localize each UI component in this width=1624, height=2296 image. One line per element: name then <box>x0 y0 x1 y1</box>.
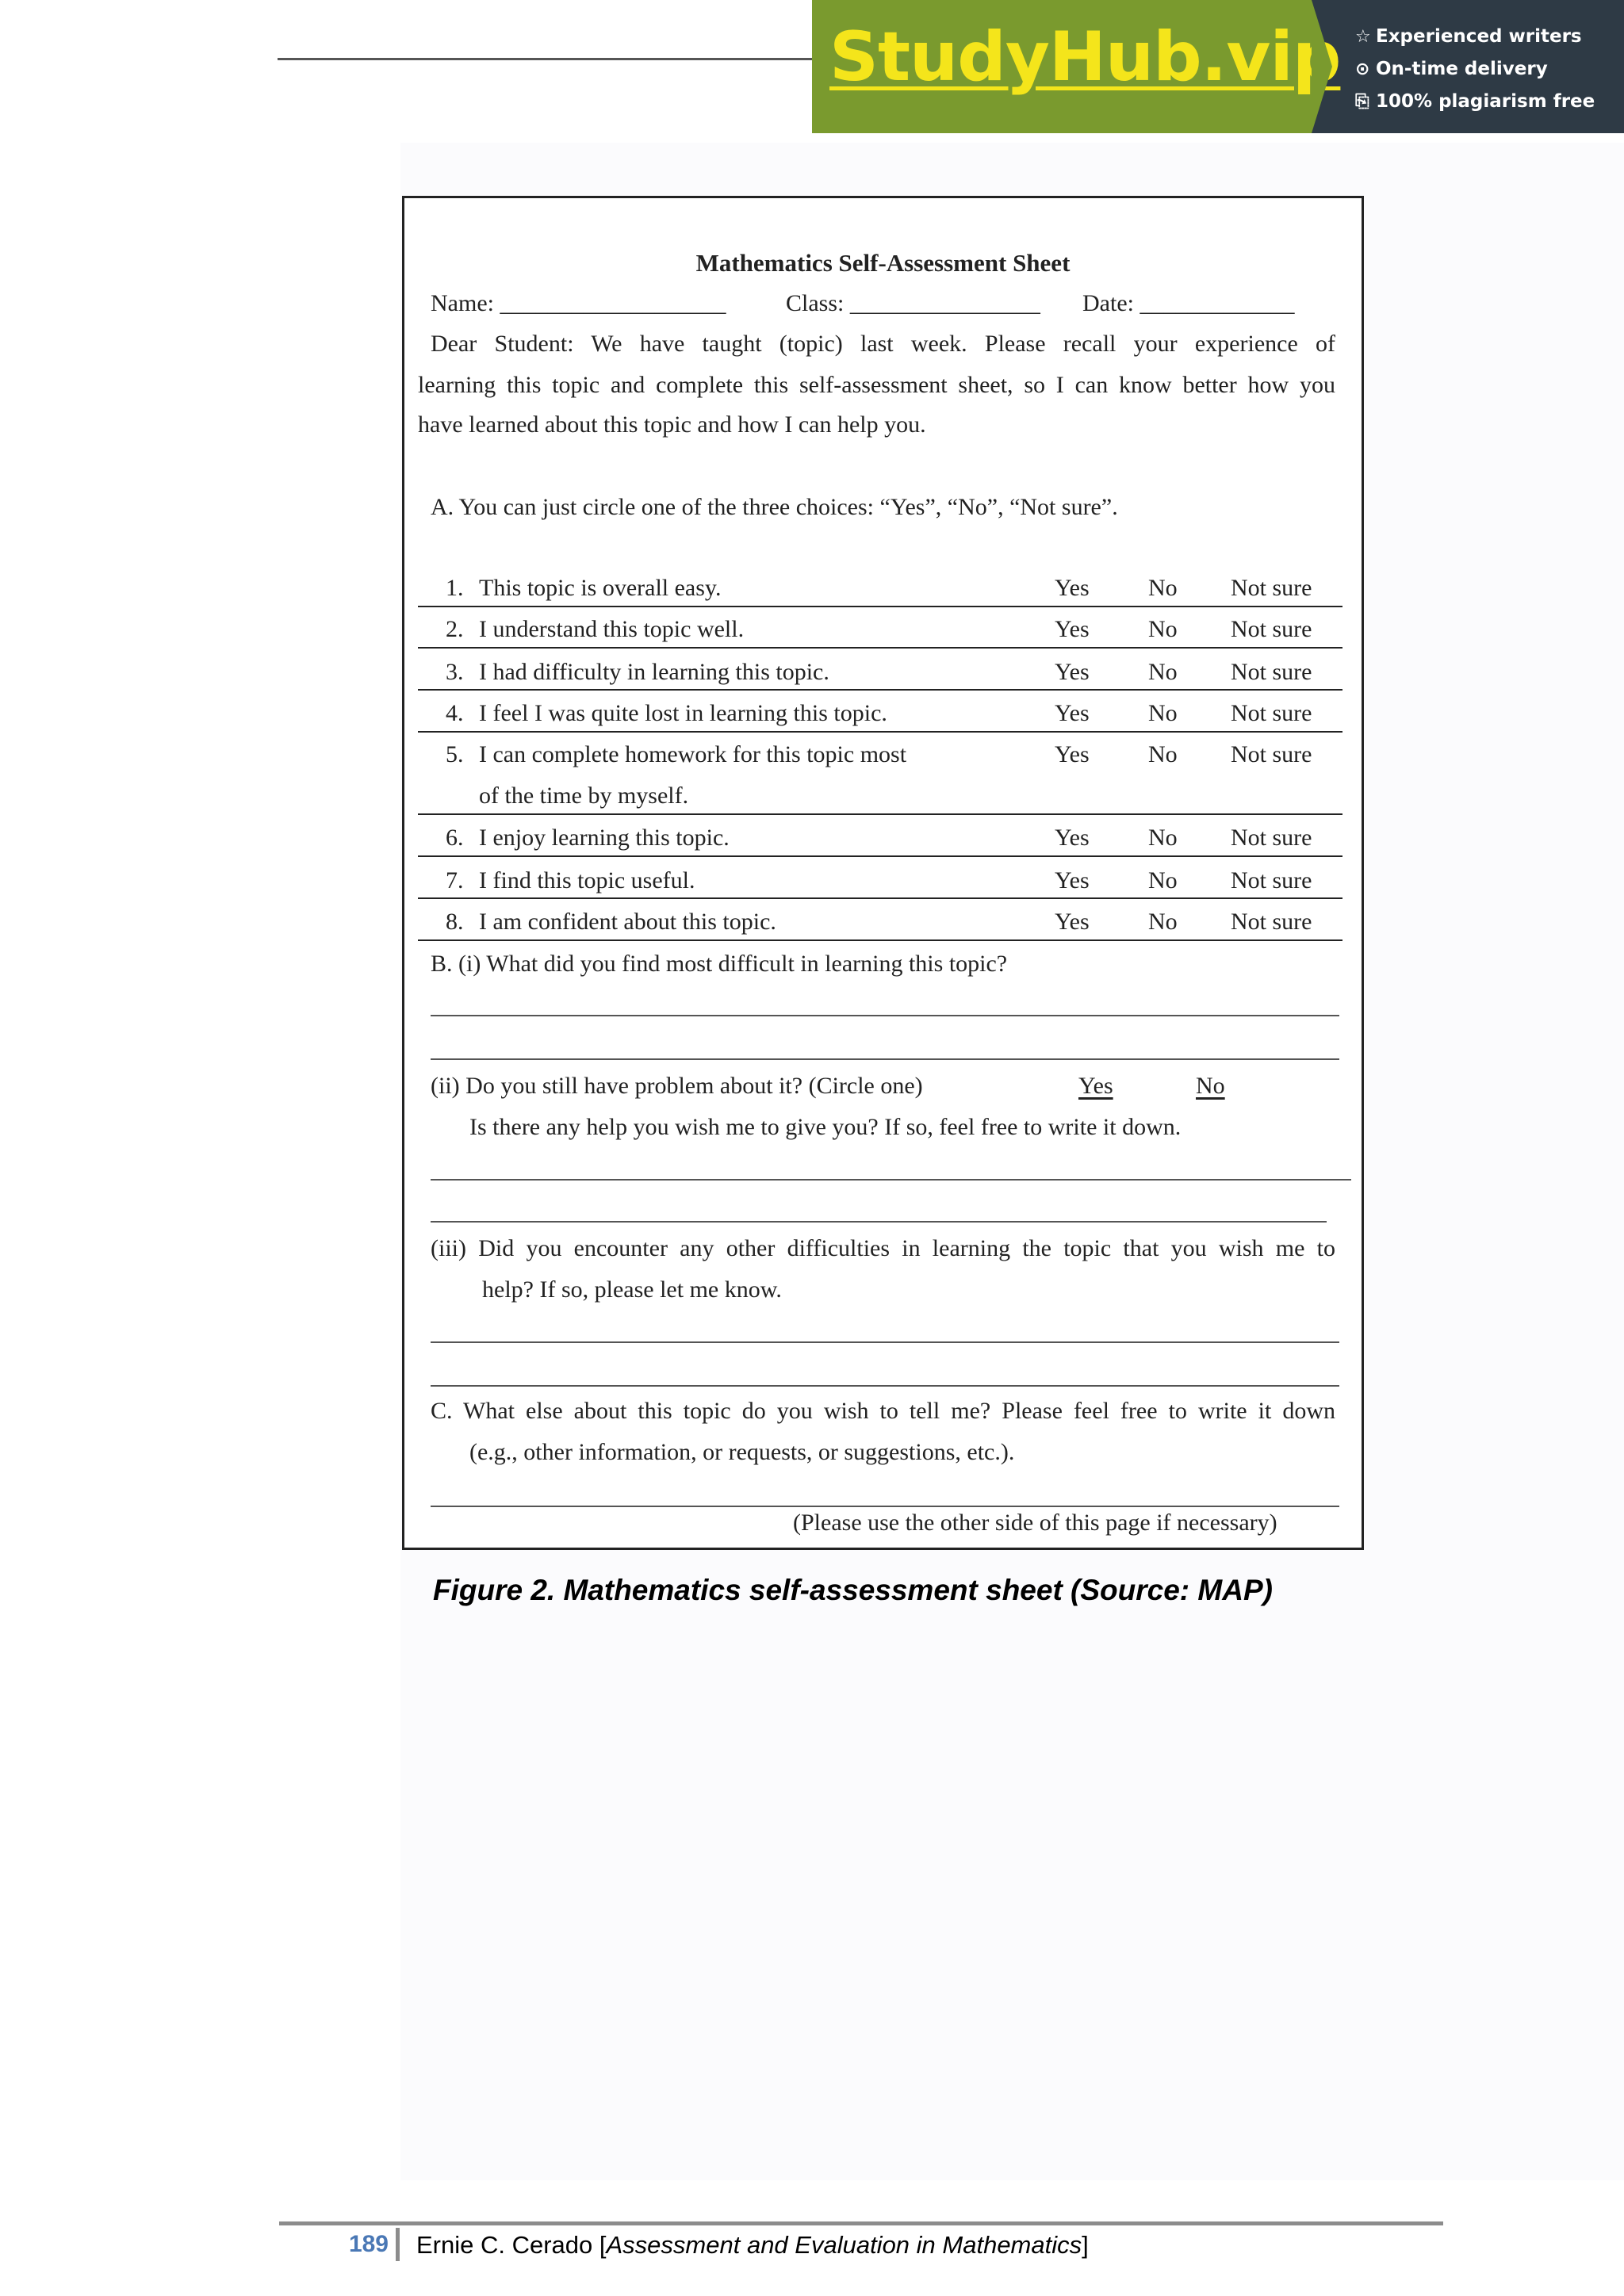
section-c-question: C. What else about this topic do you wish to tell me? Please feel free to write it down <box>431 1398 1335 1424</box>
choice-yes[interactable]: Yes <box>1055 659 1090 685</box>
footer-citation: Ernie C. Cerado [Assessment and Evaluation in Mathematics] <box>416 2231 1089 2259</box>
choice-not-sure[interactable]: Not sure <box>1231 741 1312 767</box>
answer-line[interactable] <box>431 1179 1351 1181</box>
choice-no[interactable]: No <box>1148 659 1178 685</box>
choice-not-sure[interactable]: Not sure <box>1231 659 1312 685</box>
choice-not-sure[interactable]: Not sure <box>1231 700 1312 726</box>
answer-line[interactable] <box>431 1015 1339 1016</box>
footer-separator <box>396 2228 400 2261</box>
feature-plagiarism-free: ⎘ 100% plagiarism free <box>1355 86 1595 118</box>
clock-icon: ⊙ <box>1355 59 1370 79</box>
studyhub-logo[interactable]: StudyHub.vip <box>829 17 1341 97</box>
answer-line[interactable] <box>431 1506 1339 1507</box>
self-assessment-sheet: Mathematics Self-Assessment Sheet Name: ___________________ Class: ________________ Date: _____________ Dear Student: We have taught (topic) last week. Please recall your experience of learning this topic and complete this self-assessment sheet, so I can know better how you have learned about this topic and how I can help you. A. You can just circle one of the three choices: “Yes”, “No”, “Not sure”. 1. This topic is overall easy. Yes No Not sure 2. I understand this topic well. Yes No Not sure 3. I had difficulty in learning this topic. Yes No Not sure 4. I feel I was quite lost in learning this topic. Yes No Not sure 5. I can complete homework for this topic most of the time by myself. Yes No Not sure 6. I enjoy learning this topic. Yes No Not sure 7. I find this topic useful. Yes No Not sure 8. I am confident about this topic. Yes No Not sure B. (i) What did you find most difficult in learning this topic? (ii) Do you still have problem about it? (Circle one) Yes No Is there any help you wish me to give you? If so, feel free to write it down. (iii) Did you encounter any other difficulties in learning the topic that you wish me to help? If so, please let me know. C. What else about this topic do you wish to tell me? Please feel free to write it down (e.g., other information, or requests, or suggestions, etc.). (Please use the other side of this page if necessary) <box>402 196 1364 1550</box>
section-c-question-cont: (e.g., other information, or requests, or suggestions, etc.). <box>469 1439 1015 1465</box>
choice-not-sure[interactable]: Not sure <box>1231 616 1312 642</box>
feature-experienced-writers: ☆ Experienced writers <box>1355 21 1595 53</box>
figure-caption: Figure 2. Mathematics self-assessment sheet (Source: MAP) <box>433 1574 1273 1606</box>
date-field: Date: _____________ <box>1082 290 1295 316</box>
choice-yes[interactable]: Yes <box>1055 616 1090 642</box>
row-divider <box>418 855 1342 857</box>
sheet-title: Mathematics Self-Assessment Sheet <box>695 249 1071 277</box>
choice-yes[interactable]: Yes <box>1055 741 1090 767</box>
section-b-question-2: (ii) Do you still have problem about it? (Circle one) <box>431 1073 923 1099</box>
circle-no[interactable]: No <box>1196 1073 1225 1099</box>
page-number: 189 <box>348 2231 389 2257</box>
choice-no[interactable]: No <box>1148 825 1178 851</box>
star-icon: ☆ <box>1355 27 1371 47</box>
intro-line-1: Dear Student: We have taught (topic) last week. Please recall your experience of <box>431 331 1335 357</box>
choice-yes[interactable]: Yes <box>1055 700 1090 726</box>
choice-not-sure[interactable]: Not sure <box>1231 909 1312 935</box>
class-field: Class: ________________ <box>786 290 1040 316</box>
section-b-question-3-cont: help? If so, please let me know. <box>482 1276 782 1303</box>
studyhub-banner[interactable] <box>812 0 1624 133</box>
row-divider <box>418 689 1342 691</box>
section-b-question-1: B. (i) What did you find most difficult in learning this topic? <box>431 951 1008 977</box>
banner-features <box>1355 21 1595 118</box>
answer-line[interactable] <box>431 1341 1339 1343</box>
feature-on-time-delivery: ⊙ On-time delivery <box>1355 53 1595 86</box>
name-field: Name: ___________________ <box>431 290 726 316</box>
intro-line-2: learning this topic and complete this self-assessment sheet, so I can know better how you <box>418 372 1335 398</box>
row-divider <box>418 647 1342 649</box>
row-divider <box>418 813 1342 815</box>
section-b-question-3: (iii) Did you encounter any other difficulties in learning the topic that you wish me to <box>431 1235 1335 1261</box>
answer-line[interactable] <box>431 1385 1339 1387</box>
choice-no[interactable]: No <box>1148 700 1178 726</box>
answer-line[interactable] <box>431 1058 1339 1060</box>
choice-no[interactable]: No <box>1148 616 1178 642</box>
choice-yes[interactable]: Yes <box>1055 575 1090 601</box>
header-rule <box>278 58 817 60</box>
section-a-instruction: A. You can just circle one of the three choices: “Yes”, “No”, “Not sure”. <box>431 494 1118 520</box>
row-divider <box>418 731 1342 733</box>
choice-not-sure[interactable]: Not sure <box>1231 825 1312 851</box>
choice-yes[interactable]: Yes <box>1055 867 1090 894</box>
back-side-note: (Please use the other side of this page if necessary) <box>793 1510 1277 1536</box>
choice-no[interactable]: No <box>1148 909 1178 935</box>
answer-line[interactable] <box>431 1221 1327 1223</box>
book-title: Assessment and Evaluation in Mathematics <box>606 2231 1082 2259</box>
choice-not-sure[interactable]: Not sure <box>1231 867 1312 894</box>
row-divider <box>418 897 1342 899</box>
choice-not-sure[interactable]: Not sure <box>1231 575 1312 601</box>
circle-yes[interactable]: Yes <box>1078 1073 1113 1099</box>
choice-yes[interactable]: Yes <box>1055 909 1090 935</box>
choice-yes[interactable]: Yes <box>1055 825 1090 851</box>
banner-green-panel <box>812 0 1341 133</box>
choice-no[interactable]: No <box>1148 741 1178 767</box>
help-request-prompt: Is there any help you wish me to give you? If so, feel free to write it down. <box>469 1114 1182 1140</box>
footer-rule <box>279 2221 1443 2225</box>
banner-arrow-shape <box>1312 0 1332 133</box>
row-divider <box>418 939 1342 941</box>
document-icon: ⎘ <box>1355 92 1369 112</box>
choice-no[interactable]: No <box>1148 575 1178 601</box>
intro-line-3: have learned about this topic and how I can help you. <box>418 411 926 438</box>
choice-no[interactable]: No <box>1148 867 1178 894</box>
row-divider <box>418 606 1342 607</box>
